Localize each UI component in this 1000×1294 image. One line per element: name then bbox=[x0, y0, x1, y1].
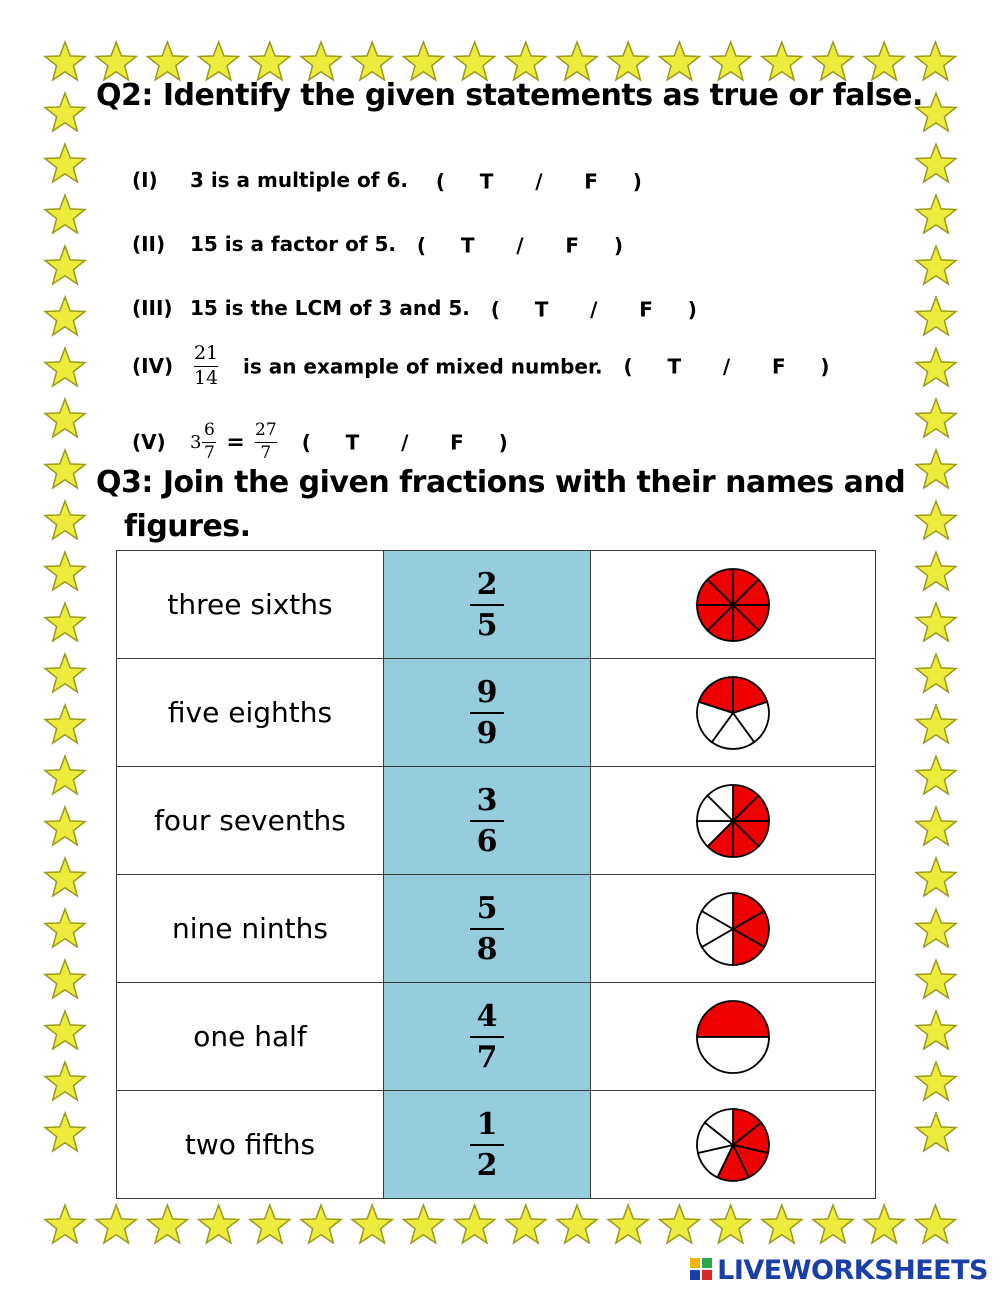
fraction-circle-figure bbox=[688, 560, 778, 650]
star-icon bbox=[916, 399, 956, 437]
star-icon bbox=[352, 1205, 392, 1243]
star-icon bbox=[147, 1205, 187, 1243]
star-icon bbox=[45, 654, 85, 692]
fraction-name-label: five eighths bbox=[167, 696, 333, 729]
star-icon bbox=[916, 195, 956, 233]
star-icon bbox=[916, 297, 956, 335]
star-icon bbox=[45, 1062, 85, 1100]
star-icon bbox=[45, 246, 85, 284]
statement-text: 15 is the LCM of 3 and 5. bbox=[189, 296, 470, 320]
star-icon bbox=[916, 246, 956, 284]
statement-text: 15 is a factor of 5. bbox=[189, 232, 397, 256]
figure-cell[interactable] bbox=[591, 1091, 876, 1199]
star-icon bbox=[916, 552, 956, 590]
star-icon bbox=[864, 42, 904, 80]
table-row bbox=[117, 659, 876, 767]
star-icon bbox=[45, 1113, 85, 1151]
statement-number: (III) bbox=[131, 296, 173, 320]
denominator: 7 bbox=[260, 442, 272, 463]
fraction-circle-figure bbox=[688, 668, 778, 758]
fraction-circle-figure bbox=[688, 884, 778, 974]
fraction bbox=[255, 422, 277, 463]
star-icon bbox=[301, 1205, 341, 1243]
star-icon bbox=[45, 501, 85, 539]
star-icon bbox=[403, 1205, 443, 1243]
fraction-cell[interactable] bbox=[384, 551, 591, 659]
star-icon bbox=[916, 501, 956, 539]
numerator: 6 bbox=[203, 420, 215, 440]
mixed-whole: 3 bbox=[189, 431, 202, 453]
star-icon bbox=[96, 1205, 136, 1243]
statement-number: (V) bbox=[131, 430, 166, 455]
fraction bbox=[470, 676, 504, 750]
statement-1 bbox=[118, 144, 642, 194]
denominator: 8 bbox=[476, 931, 498, 967]
star-icon bbox=[45, 705, 85, 743]
fraction-name[interactable] bbox=[117, 659, 384, 767]
star-icon bbox=[557, 42, 597, 80]
true-false-choice[interactable]: ( T / F ) bbox=[301, 430, 508, 455]
figure-cell[interactable] bbox=[591, 767, 876, 875]
star-icon bbox=[608, 1205, 648, 1243]
fraction-name-label: two fifths bbox=[184, 1128, 316, 1161]
denominator: 14 bbox=[193, 366, 219, 389]
mixed-fraction bbox=[202, 422, 216, 463]
star-icon bbox=[506, 42, 546, 80]
star-icon bbox=[557, 1205, 597, 1243]
liveworksheets-logo: LIVEWORKSHEETS bbox=[717, 1255, 988, 1286]
fraction-cell[interactable] bbox=[384, 1091, 591, 1199]
statement-4 bbox=[118, 320, 830, 389]
star-icon bbox=[864, 1205, 904, 1243]
star-icon bbox=[45, 144, 85, 182]
star-icon bbox=[45, 450, 85, 488]
star-icon bbox=[45, 552, 85, 590]
star-icon bbox=[916, 450, 956, 488]
table-row bbox=[117, 551, 876, 659]
table-row bbox=[117, 1091, 876, 1199]
star-icon bbox=[711, 1205, 751, 1243]
star-icon bbox=[506, 1205, 546, 1243]
star-icon bbox=[659, 1205, 699, 1243]
fraction-name[interactable] bbox=[117, 767, 384, 875]
fraction bbox=[470, 1108, 504, 1182]
statement-number: (I) bbox=[131, 168, 158, 192]
table-row bbox=[117, 767, 876, 875]
table-row bbox=[117, 875, 876, 983]
fraction bbox=[470, 784, 504, 858]
fraction-cell[interactable] bbox=[384, 983, 591, 1091]
fraction-name-label: four sevenths bbox=[154, 804, 346, 837]
star-icon bbox=[45, 42, 85, 80]
star-icon bbox=[916, 909, 956, 947]
star-icon bbox=[45, 195, 85, 233]
denominator: 6 bbox=[476, 823, 498, 859]
pie-slice bbox=[697, 1037, 769, 1073]
star-icon bbox=[916, 705, 956, 743]
fraction-circle-figure bbox=[688, 1100, 778, 1190]
numerator: 4 bbox=[476, 998, 498, 1034]
denominator: 5 bbox=[476, 607, 498, 643]
numerator: 9 bbox=[476, 674, 498, 710]
star-icon bbox=[45, 93, 85, 131]
numerator: 27 bbox=[255, 420, 277, 440]
star-icon bbox=[762, 42, 802, 80]
fraction bbox=[470, 892, 504, 966]
star-icon bbox=[45, 603, 85, 641]
fraction bbox=[194, 344, 218, 389]
figure-cell[interactable] bbox=[591, 551, 876, 659]
star-icon bbox=[916, 654, 956, 692]
star-icon bbox=[711, 42, 751, 80]
fraction-circle-figure bbox=[688, 776, 778, 866]
star-icon bbox=[45, 756, 85, 794]
star-icon bbox=[608, 42, 648, 80]
figure-cell[interactable] bbox=[591, 875, 876, 983]
star-icon bbox=[199, 42, 239, 80]
star-icon bbox=[915, 42, 955, 80]
star-icon bbox=[916, 603, 956, 641]
star-icon bbox=[762, 1205, 802, 1243]
star-icon bbox=[813, 42, 853, 80]
star-icon bbox=[45, 960, 85, 998]
statement-3 bbox=[118, 272, 697, 322]
denominator: 7 bbox=[476, 1039, 498, 1075]
numerator: 3 bbox=[476, 782, 498, 818]
star-icon bbox=[96, 42, 136, 80]
fraction-name[interactable] bbox=[117, 983, 384, 1091]
star-icon bbox=[915, 1205, 955, 1243]
star-icon bbox=[813, 1205, 853, 1243]
star-icon bbox=[45, 348, 85, 386]
statement-5 bbox=[118, 398, 508, 463]
fraction-cell[interactable] bbox=[384, 767, 591, 875]
table-row bbox=[117, 983, 876, 1091]
q3-title-continued: figures. bbox=[124, 509, 251, 544]
star-icon bbox=[916, 858, 956, 896]
star-icon bbox=[45, 1011, 85, 1049]
fraction-cell[interactable] bbox=[384, 875, 591, 983]
fraction-name[interactable] bbox=[117, 875, 384, 983]
true-false-choice[interactable]: ( T / F ) bbox=[416, 233, 623, 258]
fraction-name-label: one half bbox=[193, 1020, 307, 1053]
true-false-choice[interactable]: ( T / F ) bbox=[490, 297, 697, 322]
star-icon bbox=[916, 960, 956, 998]
statement-text: 3 is a multiple of 6. bbox=[189, 168, 408, 192]
star-icon bbox=[916, 756, 956, 794]
star-icon bbox=[45, 858, 85, 896]
numerator: 5 bbox=[476, 890, 498, 926]
statement-number: (II) bbox=[131, 232, 166, 256]
denominator: 9 bbox=[476, 715, 498, 751]
star-icon bbox=[45, 909, 85, 947]
star-icon bbox=[45, 807, 85, 845]
numerator: 21 bbox=[193, 342, 219, 364]
fraction bbox=[470, 1000, 504, 1074]
star-icon bbox=[916, 1062, 956, 1100]
matching-table bbox=[116, 550, 876, 1199]
fraction-name[interactable] bbox=[117, 551, 384, 659]
star-icon bbox=[147, 42, 187, 80]
statement-2 bbox=[118, 208, 623, 258]
numerator: 2 bbox=[476, 566, 498, 602]
star-icon bbox=[916, 144, 956, 182]
q2-title: Q2: Identify the given statements as true or false. bbox=[96, 78, 923, 113]
fraction-cell[interactable] bbox=[384, 659, 591, 767]
star-icon bbox=[352, 42, 392, 80]
liveworksheets-logo-icon bbox=[690, 1258, 712, 1280]
q3-title: Q3: Join the given fractions with their names and bbox=[96, 465, 906, 500]
denominator: 2 bbox=[476, 1147, 498, 1183]
fraction bbox=[470, 568, 504, 642]
star-icon bbox=[916, 1113, 956, 1151]
star-icon bbox=[916, 1011, 956, 1049]
star-icon bbox=[301, 42, 341, 80]
fraction-name[interactable] bbox=[117, 1091, 384, 1199]
pie-slice bbox=[697, 1001, 769, 1037]
star-icon bbox=[916, 807, 956, 845]
star-icon bbox=[45, 1205, 85, 1243]
star-icon bbox=[916, 348, 956, 386]
figure-cell[interactable] bbox=[591, 659, 876, 767]
star-icon bbox=[199, 1205, 239, 1243]
denominator: 7 bbox=[203, 442, 215, 463]
true-false-choice[interactable]: ( T / F ) bbox=[435, 169, 642, 194]
fraction-name-label: nine ninths bbox=[172, 912, 328, 945]
star-icon bbox=[45, 297, 85, 335]
fraction-name-label: three sixths bbox=[167, 588, 333, 621]
star-icon bbox=[45, 399, 85, 437]
equals-sign: = bbox=[226, 429, 245, 455]
statement-number: (IV) bbox=[131, 354, 174, 379]
fraction-circle-figure bbox=[688, 992, 778, 1082]
statement-text: is an example of mixed number. bbox=[243, 354, 603, 379]
numerator: 1 bbox=[476, 1106, 498, 1142]
star-icon bbox=[403, 42, 443, 80]
star-icon bbox=[455, 42, 495, 80]
figure-cell[interactable] bbox=[591, 983, 876, 1091]
star-icon bbox=[250, 1205, 290, 1243]
star-icon bbox=[659, 42, 699, 80]
star-icon bbox=[455, 1205, 495, 1243]
true-false-choice[interactable]: ( T / F ) bbox=[623, 354, 830, 379]
star-icon bbox=[250, 42, 290, 80]
